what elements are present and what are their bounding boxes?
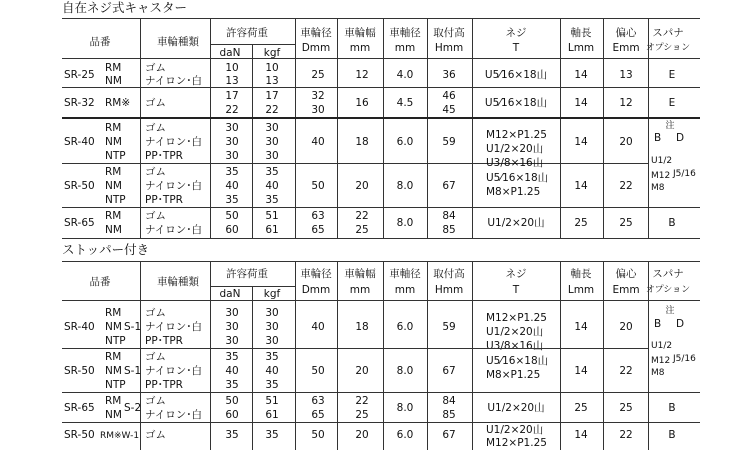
row-kgf: 51: [265, 395, 279, 407]
header-dan: daN: [219, 47, 241, 59]
row-kgf: 30: [265, 335, 279, 347]
row-kgf: 10: [265, 62, 279, 74]
row-sub: S-1: [124, 321, 142, 333]
s2-sr65-wheel-dia-a: 63: [311, 395, 325, 407]
table1-header-rule: [62, 58, 700, 59]
header-wheel-type: 車輪種類: [157, 36, 199, 48]
row-kgf: 30: [265, 122, 279, 134]
col-divider: [140, 18, 141, 238]
row-dan: 30: [225, 321, 239, 333]
sr50-screw-a: U3/8×16山: [486, 157, 544, 169]
s2-sr50w-mount-height: 67: [442, 429, 456, 441]
s2-sr40-screw-b: U1/2×20山: [486, 326, 544, 338]
header-part-no: 品番: [89, 276, 111, 288]
row-dan: 35: [225, 166, 239, 178]
row-dan: 30: [225, 150, 239, 162]
col-divider: [383, 18, 384, 238]
sr50-wheel-dia: 50: [311, 180, 325, 192]
row-code: NM: [105, 365, 122, 377]
header-screw: ネジ: [505, 268, 527, 280]
spanner-note-1: 注: [665, 306, 675, 316]
spanner-note-4: U1/2: [651, 341, 673, 351]
sr32-screw: U5⁄16×18山: [484, 97, 548, 109]
s2-sr40-axle-len: 14: [574, 321, 588, 333]
sr25-wheel-dia: 25: [311, 69, 325, 81]
col-divider: [252, 44, 253, 238]
row-dan: 35: [225, 194, 239, 206]
row-kgf: 22: [265, 104, 279, 116]
row-code: RM: [105, 351, 122, 363]
s2-sr50w-axle-len: 14: [574, 429, 588, 441]
header-dan: daN: [219, 288, 241, 300]
spanner-note-4: U1/2: [651, 156, 673, 166]
s2-sr50w-screw-a: U1/2×20山: [486, 424, 544, 436]
col-divider: [648, 18, 649, 238]
row-wheel-type: ゴム: [145, 395, 166, 407]
row-rule: [62, 392, 700, 393]
row-code: NTP: [105, 150, 126, 162]
header-spanner-unit: オプション: [645, 285, 691, 295]
sr50-mount-height: 67: [442, 180, 456, 192]
s2-sr65-spanner: B: [668, 402, 676, 414]
row-dan: 10: [225, 62, 239, 74]
header-wheel-width-unit: mm: [349, 42, 371, 54]
header-wheel-width: 車輪幅: [344, 268, 376, 280]
header-mount-height-unit: Hmm: [434, 284, 464, 296]
row-kgf: 30: [265, 307, 279, 319]
sr25-axle-dia: 4.0: [396, 69, 414, 81]
sr40-axle-dia: 6.0: [396, 136, 414, 148]
sr50-axle-len: 14: [574, 180, 588, 192]
s2-sr50-mount-height: 67: [442, 365, 456, 377]
s2-sr50-axle-dia: 8.0: [396, 365, 414, 377]
sr25-offset: 13: [619, 69, 633, 81]
spanner-note-3: D: [676, 318, 685, 330]
row-rule: [62, 207, 700, 208]
s2-sr50w-offset: 22: [619, 429, 633, 441]
row-kgf: 40: [265, 180, 279, 192]
s2-sr50-screw-b: M8×P1.25: [486, 369, 541, 381]
row-kgf: 13: [265, 75, 279, 87]
sr25-wheel-width: 12: [355, 69, 369, 81]
s2-sr50-wheel-dia: 50: [311, 365, 325, 377]
sr40-screw-a: M12×P1.25: [486, 129, 547, 141]
sr65-mount-height-a: 84: [442, 210, 456, 222]
group-rule: [62, 117, 700, 119]
row-code: NM: [105, 75, 122, 87]
col-divider: [427, 18, 428, 238]
row-sub: S-1: [124, 365, 142, 377]
row-code: RM※W-1: [100, 431, 140, 441]
row-code: RM: [105, 62, 122, 74]
table2-top-rule: [62, 261, 700, 262]
row-code: NM: [105, 224, 122, 236]
s2-sr65-offset: 25: [619, 402, 633, 414]
row-code: RM: [105, 122, 122, 134]
header-mount-height: 取付高: [433, 27, 465, 39]
row-code: NM: [105, 409, 122, 421]
header-screw-unit: T: [512, 284, 520, 296]
sr32-offset: 12: [619, 97, 633, 109]
header-axle-len: 軸長: [570, 27, 592, 39]
row-wheel-type: ゴム: [145, 62, 166, 74]
s2-sr50w-axle-dia: 6.0: [396, 429, 414, 441]
header-spanner: スパナ: [652, 27, 684, 39]
sr65-spanner: B: [668, 217, 676, 229]
row-kgf: 35: [265, 166, 279, 178]
header-axle-dia: 車軸径: [389, 27, 421, 39]
row-wheel-type: ゴム: [145, 166, 166, 178]
s2-sr65-wheel-dia-b: 65: [311, 409, 325, 421]
header-spanner: スパナ: [652, 268, 684, 280]
row-dan: 60: [225, 409, 239, 421]
s2-sr40-wheel-width: 18: [355, 321, 369, 333]
s2-sr40-axle-dia: 6.0: [396, 321, 414, 333]
header-axle-len-unit: Lmm: [567, 284, 595, 296]
row-kgf: 35: [265, 429, 279, 441]
header-spanner-unit: オプション: [645, 43, 691, 53]
sr40-axle-len: 14: [574, 136, 588, 148]
s2-sr50w-wheel-width: 20: [355, 429, 369, 441]
table1-top-rule: [62, 18, 700, 19]
row-wheel-type: ナイロン･白: [145, 321, 203, 333]
sr65-wheel-dia-a: 63: [311, 210, 325, 222]
s2-sr50w-spanner: B: [668, 429, 676, 441]
row-kgf: 17: [265, 90, 279, 102]
row-code: NM: [105, 180, 122, 192]
spanner-note-5: J5/16: [673, 354, 696, 364]
s2-sr50w-wheel-dia: 50: [311, 429, 325, 441]
s2-sr50-offset: 22: [619, 365, 633, 377]
row-code: NTP: [105, 335, 126, 347]
row-wheel-type: ナイロン･白: [145, 365, 203, 377]
row-kgf: 40: [265, 365, 279, 377]
header-axle-len-unit: Lmm: [567, 42, 595, 54]
section2-title: ストッパー付き: [62, 242, 150, 257]
row-code: RM※: [105, 97, 131, 109]
row-kgf: 61: [265, 409, 279, 421]
sr25-mount-height: 36: [442, 69, 456, 81]
col-divider: [337, 18, 338, 238]
row-code: NTP: [105, 194, 126, 206]
sr50-screw-c: M8×P1.25: [486, 186, 541, 198]
s2-sr40-wheel-dia: 40: [311, 321, 325, 333]
row-dan: 22: [225, 104, 239, 116]
sr65-wheel-width-a: 22: [355, 210, 369, 222]
row-rule: [62, 422, 700, 423]
s2-sr50-screw-a: U5⁄16×18山: [486, 355, 549, 367]
header-axle-len: 軸長: [570, 268, 592, 280]
row-sub: S-2: [124, 402, 142, 414]
header-screw: ネジ: [505, 27, 527, 39]
sr32-wheel-dia-a: 32: [311, 90, 325, 102]
sr65-wheel-dia-b: 65: [311, 224, 325, 236]
s2-sr40-offset: 20: [619, 321, 633, 333]
sr65-offset: 25: [619, 217, 633, 229]
header-axle-dia: 車軸径: [389, 268, 421, 280]
series-label: SR-50: [64, 365, 95, 377]
row-kgf: 35: [265, 194, 279, 206]
sr32-mount-height-b: 45: [442, 104, 456, 116]
row-dan: 35: [225, 351, 239, 363]
row-rule: [62, 163, 648, 164]
s2-sr50w-screw-b: M12×P1.25: [486, 437, 547, 449]
col-divider: [295, 18, 296, 238]
row-dan: 40: [225, 180, 239, 192]
s2-sr65-mount-height-a: 84: [442, 395, 456, 407]
header-wheel-dia-unit: Dmm: [301, 284, 331, 296]
sr65-mount-height-b: 85: [442, 224, 456, 236]
row-wheel-type: PP･TPR: [145, 379, 183, 391]
row-dan: 17: [225, 90, 239, 102]
header-offset-unit: Emm: [612, 284, 640, 296]
row-dan: 13: [225, 75, 239, 87]
s2-sr40-screw-a: M12×P1.25: [486, 312, 547, 324]
header-screw-unit: T: [512, 42, 520, 54]
header-wheel-dia-unit: Dmm: [301, 42, 331, 54]
sr32-axle-len: 14: [574, 97, 588, 109]
row-code: NTP: [105, 379, 126, 391]
col-divider: [560, 18, 561, 238]
header-offset: 偏心: [615, 268, 637, 280]
s2-sr40-screw-c: U3/8×16山: [486, 340, 544, 352]
s2-sr65-mount-height-b: 85: [442, 409, 456, 421]
row-wheel-type: ゴム: [145, 307, 166, 319]
sr50-screw-b: U5⁄16×18山: [486, 172, 549, 184]
header-offset: 偏心: [615, 27, 637, 39]
header-wheel-dia: 車輪径: [300, 27, 332, 39]
row-code: NM: [105, 136, 122, 148]
spanner-note-2: B: [654, 132, 662, 144]
sr65-axle-dia: 8.0: [396, 217, 414, 229]
row-wheel-type: PP･TPR: [145, 194, 183, 206]
row-kgf: 30: [265, 150, 279, 162]
header-axle-dia-unit: mm: [394, 42, 416, 54]
s2-sr65-axle-dia: 8.0: [396, 402, 414, 414]
header-wheel-width: 車輪幅: [344, 27, 376, 39]
row-dan: 30: [225, 122, 239, 134]
series-label: SR-40: [64, 321, 95, 333]
row-dan: 35: [225, 429, 239, 441]
spanner-note-6: M12: [651, 356, 671, 366]
row-kgf: 61: [265, 224, 279, 236]
row-wheel-type: ナイロン･白: [145, 224, 203, 236]
sr40-wheel-dia: 40: [311, 136, 325, 148]
header-kgf: kgf: [263, 47, 281, 59]
header-wheel-width-unit: mm: [349, 284, 371, 296]
sr32-mount-height-a: 46: [442, 90, 456, 102]
sr25-spanner: E: [668, 69, 676, 81]
row-wheel-type: ゴム: [145, 429, 166, 441]
s2-sr65-wheel-width-a: 22: [355, 395, 369, 407]
series-label: SR-50: [64, 429, 95, 441]
header-kgf: kgf: [263, 288, 281, 300]
col-divider: [210, 18, 211, 238]
sr32-axle-dia: 4.5: [396, 97, 414, 109]
s2-sr65-axle-len: 25: [574, 402, 588, 414]
sr25-axle-len: 14: [574, 69, 588, 81]
row-wheel-type: ナイロン･白: [145, 136, 203, 148]
spanner-note-7: M8: [651, 368, 665, 378]
row-wheel-type: PP･TPR: [145, 335, 183, 347]
series-label: SR-32: [64, 97, 95, 109]
sr40-screw-b: U1/2×20山: [486, 143, 544, 155]
s2-sr65-wheel-width-b: 25: [355, 409, 369, 421]
spanner-note-5: J5/16: [673, 169, 696, 179]
sr65-wheel-width-b: 25: [355, 224, 369, 236]
row-code: NM: [105, 321, 122, 333]
header-allowable-load: 許容荷重: [226, 27, 268, 39]
section1-title: 自在ネジ式キャスター: [62, 0, 188, 15]
row-dan: 50: [225, 395, 239, 407]
s2-sr40-mount-height: 59: [442, 321, 456, 333]
row-wheel-type: ゴム: [145, 97, 166, 109]
row-code: RM: [105, 307, 122, 319]
series-label: SR-65: [64, 217, 95, 229]
row-kgf: 35: [265, 351, 279, 363]
sr32-wheel-dia-b: 30: [311, 104, 325, 116]
series-label: SR-25: [64, 69, 95, 81]
row-wheel-type: ナイロン･白: [145, 409, 203, 421]
sr40-mount-height: 59: [442, 136, 456, 148]
table2-header-rule: [62, 300, 700, 301]
sr32-wheel-width: 16: [355, 97, 369, 109]
row-code: RM: [105, 395, 122, 407]
header-wheel-type: 車輪種類: [157, 276, 199, 288]
row-rule: [62, 87, 700, 88]
s2-sr65-screw: U1/2×20山: [487, 402, 545, 414]
col-divider: [252, 286, 253, 450]
row-code: RM: [105, 166, 122, 178]
row-wheel-type: ゴム: [145, 122, 166, 134]
col-divider: [472, 18, 473, 238]
header-mount-height-unit: Hmm: [434, 42, 464, 54]
header-offset-unit: Emm: [612, 42, 640, 54]
header-wheel-dia: 車輪径: [300, 268, 332, 280]
row-dan: 50: [225, 210, 239, 222]
row-wheel-type: ナイロン･白: [145, 180, 203, 192]
row-dan: 40: [225, 365, 239, 377]
sr32-spanner: E: [668, 97, 676, 109]
series-label: SR-40: [64, 136, 95, 148]
row-wheel-type: ゴム: [145, 351, 166, 363]
row-dan: 60: [225, 224, 239, 236]
s2-sr50-axle-len: 14: [574, 365, 588, 377]
spanner-note-2: B: [654, 318, 662, 330]
row-dan: 35: [225, 379, 239, 391]
table1-bottom-rule: [62, 238, 700, 239]
header-part-no: 品番: [89, 36, 111, 48]
s2-sr50-wheel-width: 20: [355, 365, 369, 377]
sr40-wheel-width: 18: [355, 136, 369, 148]
row-wheel-type: ナイロン･白: [145, 75, 203, 87]
row-rule: [62, 348, 648, 349]
row-kgf: 35: [265, 379, 279, 391]
header-mount-height: 取付高: [433, 268, 465, 280]
row-kgf: 51: [265, 210, 279, 222]
sr40-offset: 20: [619, 136, 633, 148]
header-axle-dia-unit: mm: [394, 284, 416, 296]
row-code: RM: [105, 210, 122, 222]
sr50-wheel-width: 20: [355, 180, 369, 192]
row-wheel-type: PP･TPR: [145, 150, 183, 162]
sr65-axle-len: 25: [574, 217, 588, 229]
sr50-axle-dia: 8.0: [396, 180, 414, 192]
spanner-note-7: M8: [651, 183, 665, 193]
spanner-note-6: M12: [651, 171, 671, 181]
spanner-note-1: 注: [665, 121, 675, 131]
series-label: SR-65: [64, 402, 95, 414]
sr65-screw: U1/2×20山: [487, 217, 545, 229]
spanner-note-3: D: [676, 132, 685, 144]
header-allowable-load: 許容荷重: [226, 268, 268, 280]
col-divider: [603, 18, 604, 238]
row-dan: 30: [225, 136, 239, 148]
row-dan: 30: [225, 307, 239, 319]
row-kgf: 30: [265, 136, 279, 148]
row-dan: 30: [225, 335, 239, 347]
sr50-offset: 22: [619, 180, 633, 192]
sr25-screw: U5⁄16×18山: [484, 69, 548, 81]
row-kgf: 30: [265, 321, 279, 333]
series-label: SR-50: [64, 180, 95, 192]
row-wheel-type: ゴム: [145, 210, 166, 222]
